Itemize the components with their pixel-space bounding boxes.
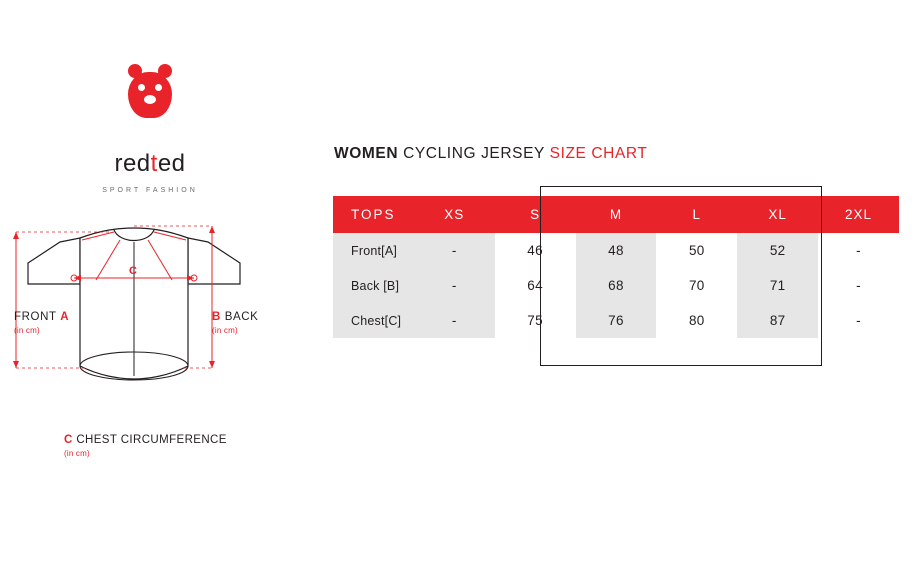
brand-name-part1: red	[114, 150, 151, 177]
legend-chest	[64, 434, 227, 458]
table-row	[333, 233, 899, 268]
table-header-cell-2xl: 2XL	[818, 196, 899, 233]
page-title-red: SIZE CHART	[549, 145, 648, 162]
legend-back-unit: (in cm)	[212, 326, 238, 335]
page-title-normal: CYCLING JERSEY	[403, 145, 545, 162]
table-header-row	[333, 196, 899, 233]
table-header-cell-l: L	[656, 196, 737, 233]
table-header-cell-s: S	[495, 196, 576, 233]
legend-front-text: FRONT	[14, 311, 57, 323]
cell-front-xs: -	[414, 233, 495, 268]
cell-front-m: 48	[576, 233, 657, 268]
bear-eye-right-icon	[155, 84, 162, 91]
table-header-cell-xs: XS	[414, 196, 495, 233]
brand-name-accent: t	[150, 150, 158, 177]
brand-name	[0, 150, 300, 178]
legend-chest-text: CHEST CIRCUMFERENCE	[76, 434, 227, 446]
chest-marker-label: C	[129, 265, 137, 277]
cell-chest-l: 80	[688, 313, 705, 328]
row-label-back: Back [B]	[333, 268, 414, 303]
cell-back-m: 68	[576, 268, 657, 303]
table-header-cell-tops: TOPS	[333, 196, 414, 233]
bear-snout-icon	[144, 95, 156, 104]
row-label-front: Front[A]	[333, 233, 414, 268]
legend-front	[14, 311, 69, 335]
legend-back-text: BACK	[224, 311, 259, 323]
cell-front-2xl: -	[856, 243, 861, 258]
left-illustration-panel	[0, 0, 320, 563]
table-row	[333, 268, 899, 303]
cell-back-s: 64	[527, 278, 543, 293]
cell-front-s: 46	[527, 243, 543, 258]
legend-front-letter: A	[60, 311, 70, 323]
table-body	[333, 233, 899, 338]
cell-back-l: 70	[688, 278, 705, 293]
page-title	[334, 145, 648, 163]
cell-chest-xl: 87	[737, 303, 818, 338]
legend-back	[212, 311, 258, 335]
brand-block	[0, 62, 300, 194]
cell-front-xl: 52	[737, 233, 818, 268]
cell-chest-2xl: -	[856, 313, 861, 328]
size-chart-table	[333, 196, 899, 338]
table-row	[333, 303, 899, 338]
table-header-cell-xl: XL	[737, 196, 818, 233]
bear-logo-icon	[122, 62, 178, 124]
table-header	[333, 196, 899, 233]
cell-front-l: 50	[688, 243, 705, 258]
brand-name-part2: ed	[157, 150, 186, 177]
cell-back-xs: -	[414, 268, 495, 303]
cell-chest-m: 76	[576, 303, 657, 338]
legend-chest-letter: C	[64, 434, 73, 446]
row-label-chest: Chest[C]	[333, 303, 414, 338]
page-title-bold: WOMEN	[334, 145, 399, 162]
brand-tagline: SPORT FASHION	[102, 187, 198, 194]
cell-chest-s: 75	[527, 313, 543, 328]
legend-chest-unit: (in cm)	[64, 449, 90, 458]
legend-front-unit: (in cm)	[14, 326, 40, 335]
cell-chest-xs: -	[414, 303, 495, 338]
bear-eye-left-icon	[138, 84, 145, 91]
cell-back-2xl: -	[856, 278, 861, 293]
table-header-cell-m: M	[576, 196, 657, 233]
legend-back-letter: B	[212, 311, 221, 323]
cell-back-xl: 71	[737, 268, 818, 303]
